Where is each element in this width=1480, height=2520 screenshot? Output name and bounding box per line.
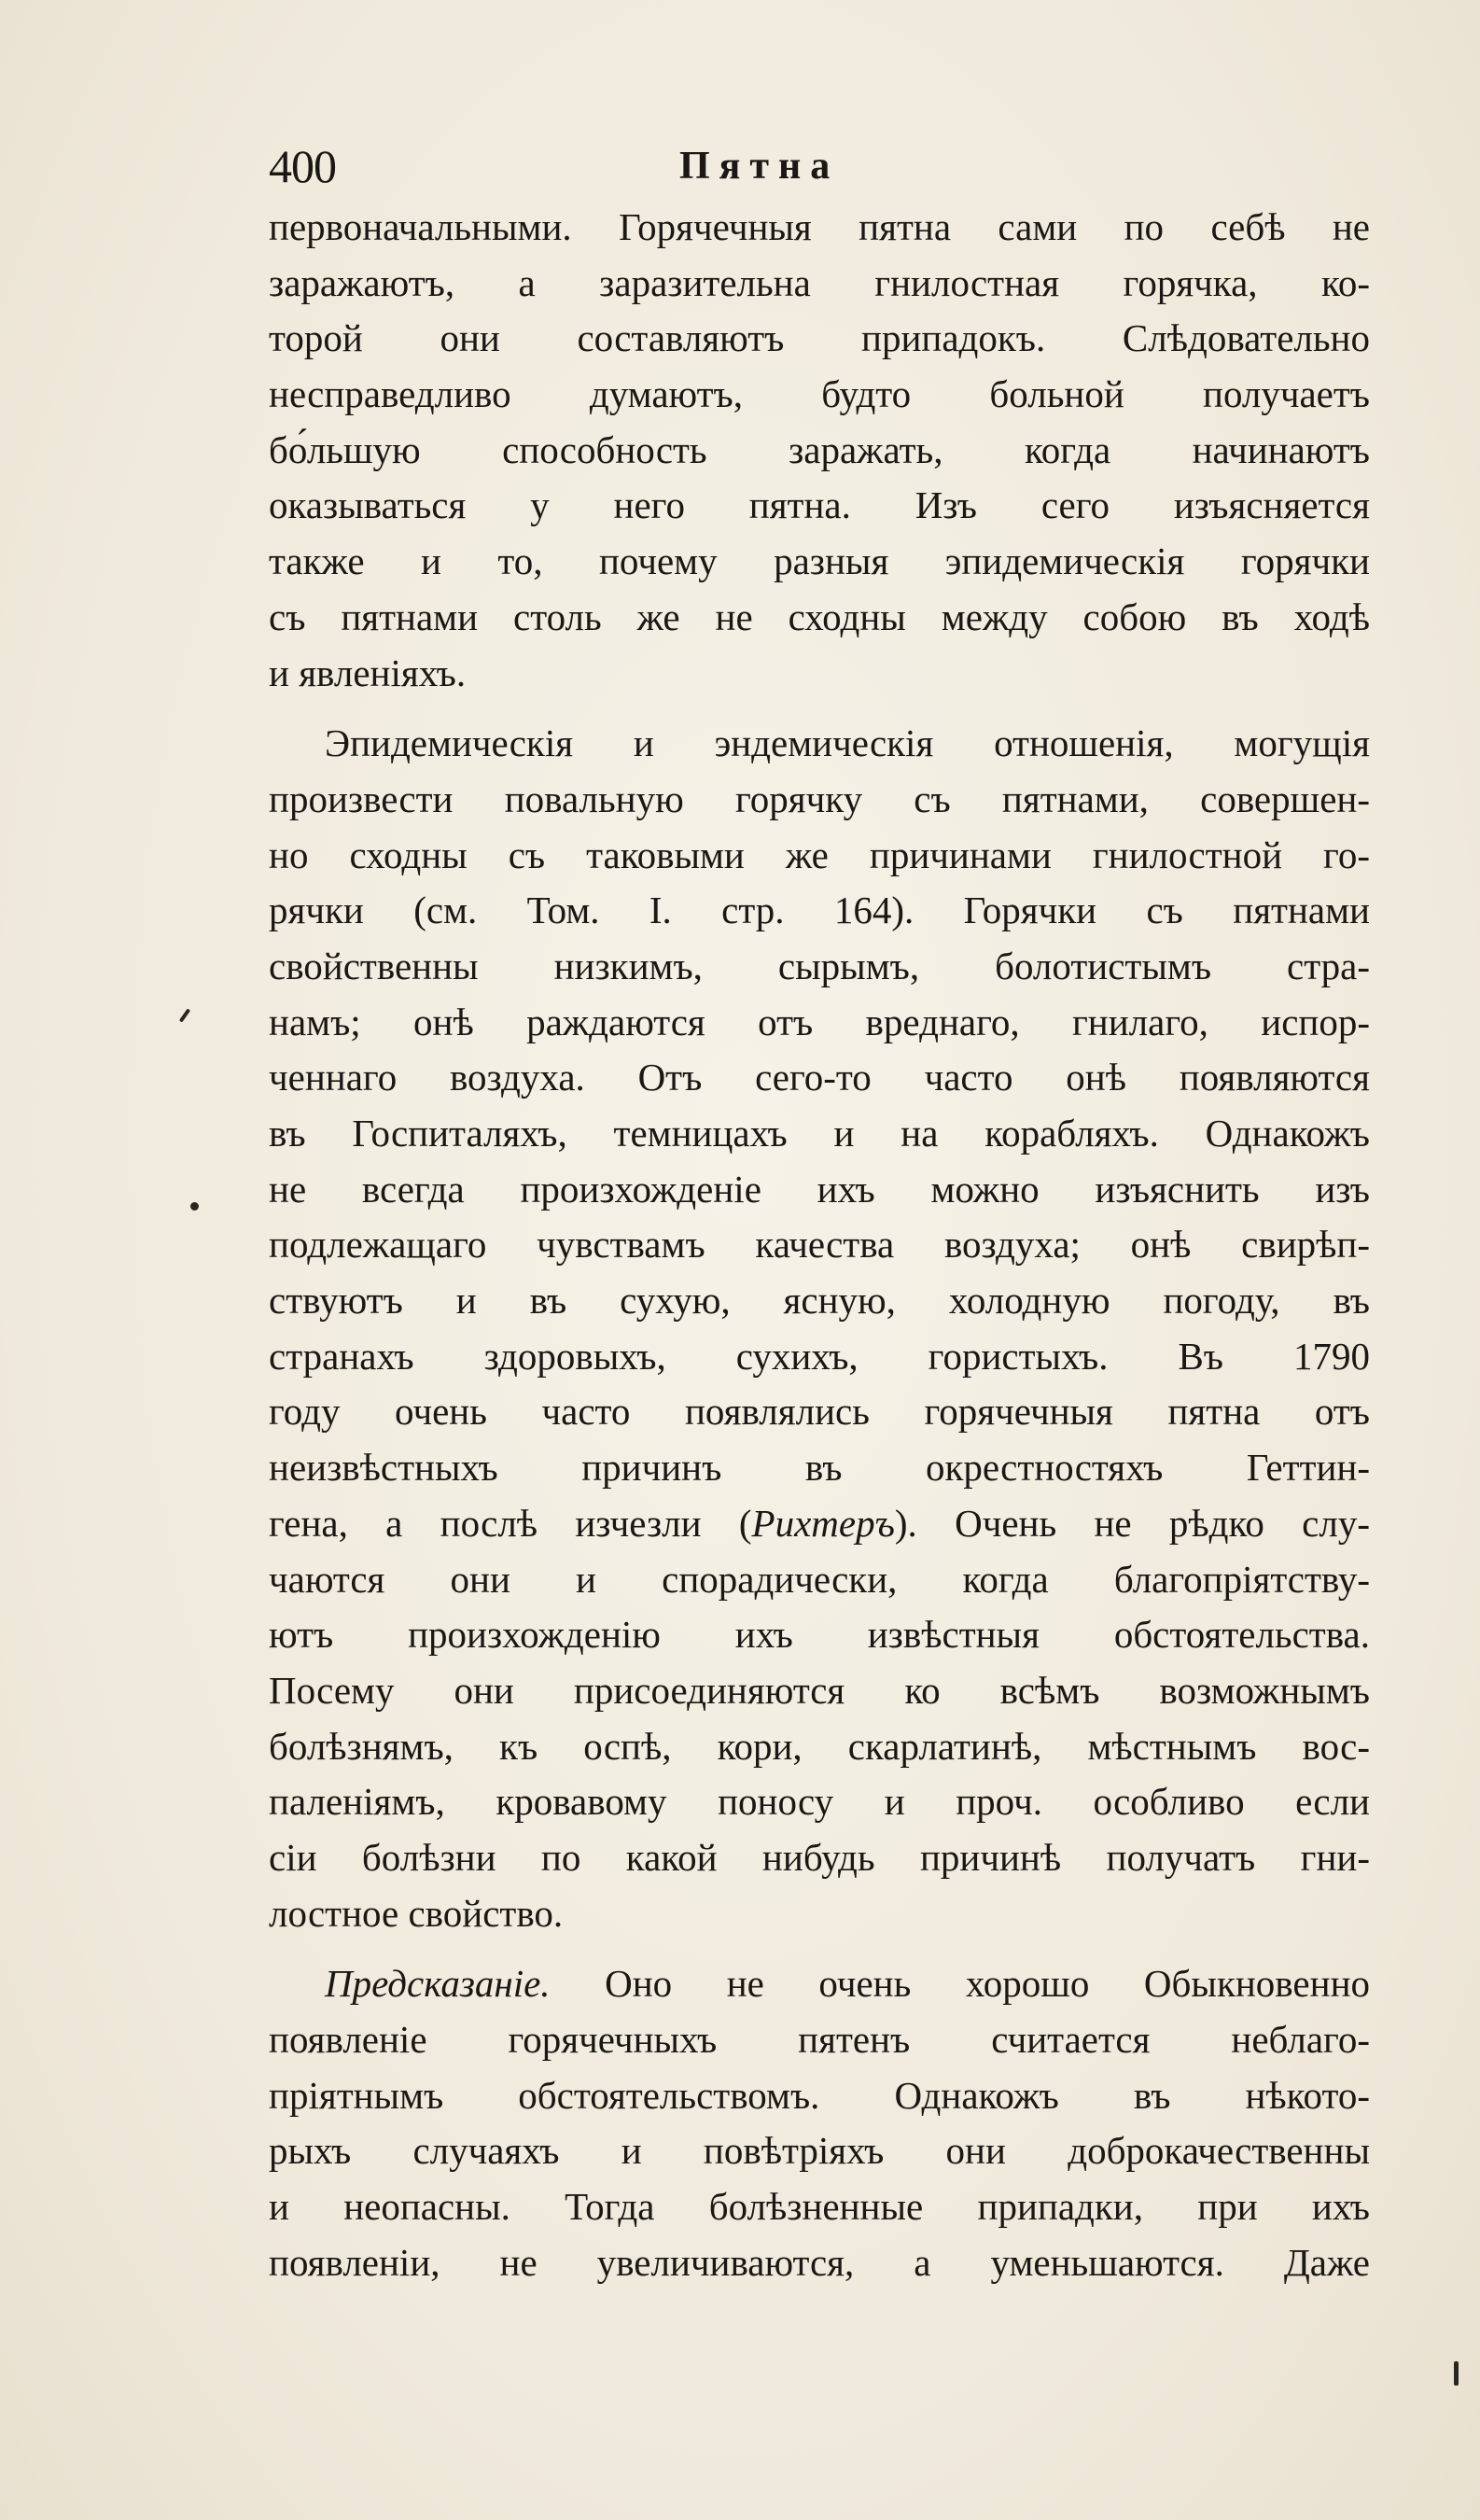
- body-text: [269, 200, 1370, 2290]
- text-fragment: гена, а послѣ изчезли (: [269, 1501, 752, 1545]
- text-fragment: ). Очень не рѣдко слу-: [894, 1501, 1370, 1545]
- text-line: заражаютъ, а заразительна гнилостная горячка, ко-: [269, 260, 1370, 304]
- paragraph-gap: [269, 1941, 1370, 1956]
- text-line: пріятнымъ обстоятельствомъ. Однакожъ въ нѣкото-: [269, 2073, 1370, 2117]
- text-line: ютъ произхожденію ихъ извѣстныя обстоятельства.: [269, 1613, 1370, 1657]
- text-line: болѣзнямъ, къ оспѣ, кори, скарлатинѣ, мѣстнымъ вос-: [269, 1724, 1370, 1768]
- text-line: произвести повальную горячку съ пятнами, совершен-: [269, 777, 1370, 820]
- text-line: Посему они присоединяются ко всѣмъ возможнымъ: [269, 1668, 1370, 1712]
- text-line: съ пятнами столь же не сходны между собою въ ходѣ: [269, 595, 1370, 638]
- text-line: первоначальными. Горячечныя пятна сами по себѣ не: [269, 205, 1370, 248]
- text-line: рячки (см. Том. I. стр. 164). Горячки съ пятнами: [269, 889, 1370, 932]
- text-line: свойственны низкимъ, сырымъ, болотистымъ стра-: [269, 944, 1370, 987]
- text-line: несправедливо думаютъ, будто больной получаетъ: [269, 372, 1370, 416]
- text-line: и неопасны. Тогда болѣзненные припадки, при ихъ: [269, 2185, 1370, 2229]
- text-line: но сходны съ таковыми же причинами гнилостной го-: [269, 833, 1370, 876]
- text-line: появленіе горячечныхъ пятенъ считается неблаго-: [269, 2018, 1370, 2061]
- text-line: появленіи, не увеличиваются, а уменьшаются. Даже: [269, 2240, 1370, 2284]
- text-line-lead-in: [269, 1956, 1370, 2012]
- cited-author: Рихтеръ: [751, 1501, 895, 1545]
- text-line: лостное свойство.: [269, 1891, 564, 1935]
- running-head: [269, 138, 1370, 194]
- text-line: неизвѣстныхъ причинъ въ окрестностяхъ Геттин-: [269, 1446, 1370, 1490]
- text-line-with-italic: [269, 1496, 1370, 1552]
- section-lead-in: Предсказаніе.: [325, 1962, 551, 2006]
- text-line: ствуютъ и въ сухую, ясную, холодную погоду, въ: [269, 1279, 1370, 1323]
- text-line: чаются они и спорадически, когда благопріятству-: [269, 1557, 1370, 1601]
- paragraph-gap: [269, 701, 1370, 716]
- ink-speck: [190, 1202, 199, 1211]
- text-line: паленіямъ, кровавому поносу и проч. особливо если: [269, 1780, 1370, 1824]
- text-line: рыхъ случаяхъ и повѣтріяхъ они доброкачественны: [269, 2129, 1370, 2173]
- text-line: подлежащаго чувствамъ качества воздуха; онѣ свирѣп-: [269, 1223, 1370, 1267]
- text-line: намъ; онѣ раждаются отъ вреднаго, гнилаго, испор-: [269, 1000, 1370, 1043]
- text-line: бо́льшую способность заражать, когда начинаютъ: [269, 427, 1370, 471]
- text-line: странахъ здоровыхъ, сухихъ, гористыхъ. Въ 1790: [269, 1334, 1370, 1378]
- text-fragment: Оно не очень хорошо Обыкновенно: [605, 1962, 1371, 2006]
- text-line: году очень часто появлялись горячечныя пятна отъ: [269, 1390, 1370, 1434]
- text-line: оказываться у него пятна. Изъ сего изъясняется: [269, 483, 1370, 527]
- text-line: сіи болѣзни по какой нибудь причинѣ получатъ гни-: [269, 1835, 1370, 1879]
- page-number: 400: [269, 140, 336, 192]
- text-line: и явленіяхъ.: [269, 651, 467, 694]
- running-title: Пятна: [679, 145, 840, 188]
- text-line: Эпидемическія и эндемическія отношенія, могущія: [325, 721, 1370, 765]
- text-line: также и то, почему разныя эпидемическія горячки: [269, 539, 1370, 583]
- ink-speck: [179, 1008, 190, 1022]
- text-line: торой они составляютъ припадокъ. Слѣдовательно: [269, 316, 1370, 360]
- text-line: не всегда произхожденіе ихъ можно изъяснить изъ: [269, 1167, 1370, 1211]
- text-line: въ Госпиталяхъ, темницахъ и на корабляхъ. Однакожъ: [269, 1112, 1370, 1155]
- ink-speck: [1454, 2361, 1459, 2386]
- text-line: ченнаго воздуха. Отъ сего-то часто онѣ появляются: [269, 1056, 1370, 1099]
